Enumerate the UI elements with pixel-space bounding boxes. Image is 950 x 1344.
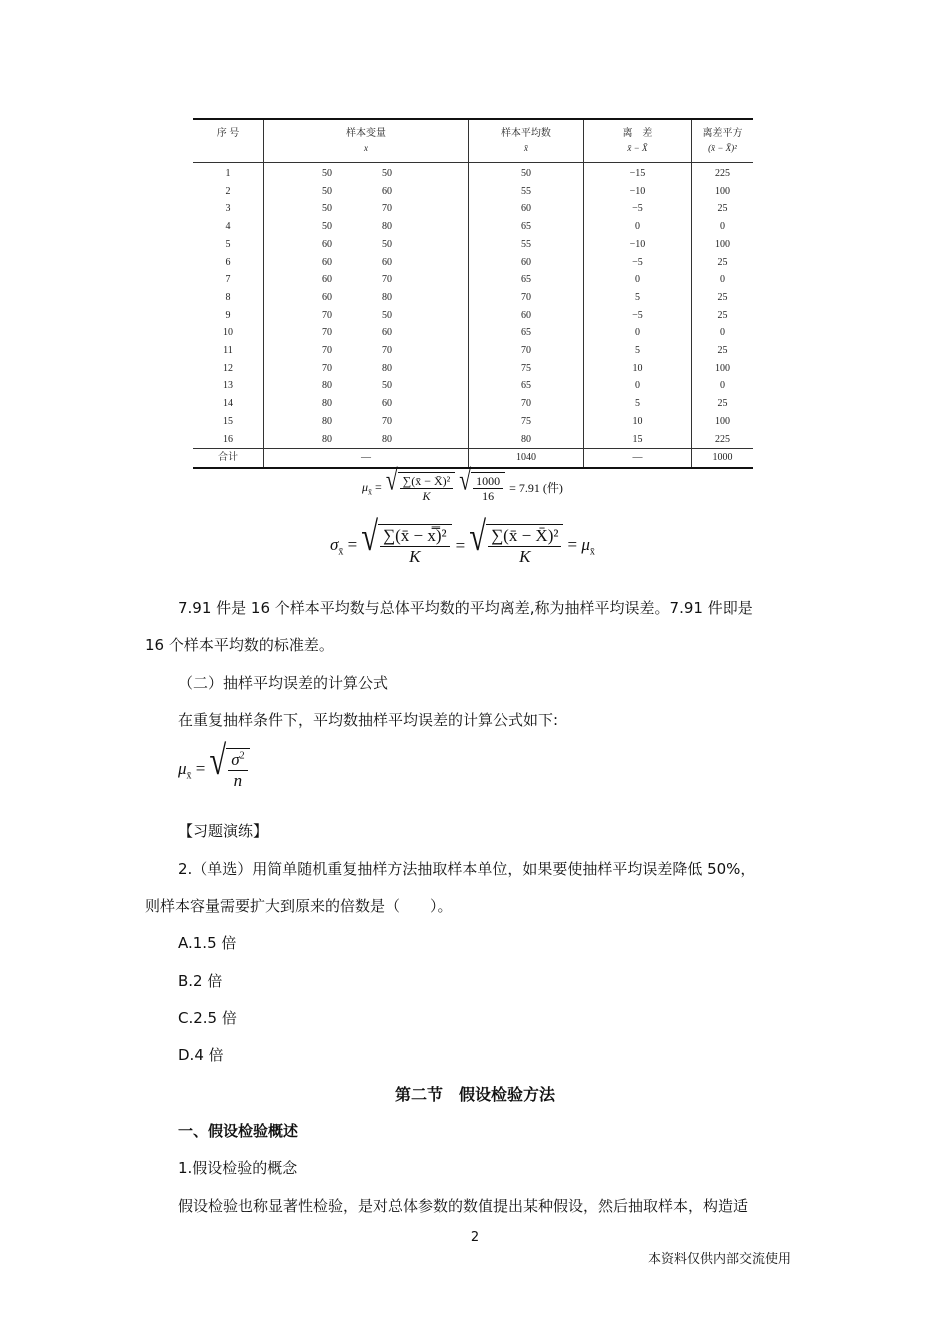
question-line: 则样本容量需要扩大到原来的倍数是（ ）。 xyxy=(145,897,453,915)
row-sample-x2: 80 xyxy=(382,291,392,303)
row-sample-x1: 50 xyxy=(264,200,383,218)
header-squared-deviation: 离差平方 (x̄ − X̄)² xyxy=(691,119,753,163)
row-deviation: 10 xyxy=(583,360,691,378)
header-sample: 样本变量 x xyxy=(264,119,469,163)
practice-label: 【习题演练】 xyxy=(178,822,269,840)
row-deviation: 5 xyxy=(583,289,691,307)
row-squared-deviation: 0 xyxy=(691,218,753,236)
row-index: 15 xyxy=(223,415,233,427)
row-sample-x2: 60 xyxy=(382,398,392,410)
row-squared-deviation: 25 xyxy=(691,395,753,413)
row-deviation: 0 xyxy=(583,271,691,289)
header-deviation: 离 差 x̄ − X̄ xyxy=(583,119,691,163)
row-index: 6 xyxy=(225,256,231,268)
table-row xyxy=(193,218,753,236)
row-sample-x1: 60 xyxy=(264,236,383,254)
table-row xyxy=(193,236,753,254)
row-index: 5 xyxy=(225,238,231,250)
total-sample: — xyxy=(264,449,469,469)
row-sample-x1: 80 xyxy=(264,431,383,449)
row-mean: 60 xyxy=(468,200,583,218)
table-header-row xyxy=(193,119,753,163)
row-squared-deviation: 100 xyxy=(691,183,753,201)
row-sample-x1: 50 xyxy=(264,163,383,183)
row-sample-x1: 70 xyxy=(264,342,383,360)
row-mean: 55 xyxy=(468,236,583,254)
sample-table xyxy=(193,118,753,469)
row-index: 1 xyxy=(225,168,231,179)
row-sample-x1: 60 xyxy=(264,289,383,307)
row-squared-deviation: 25 xyxy=(691,200,753,218)
option-d: D.4 倍 xyxy=(178,1046,224,1064)
row-squared-deviation: 25 xyxy=(691,289,753,307)
option-b: B.2 倍 xyxy=(178,972,223,990)
row-squared-deviation: 0 xyxy=(691,377,753,395)
row-sample-x2: 70 xyxy=(382,203,392,215)
row-sample-x1: 80 xyxy=(264,413,383,431)
row-deviation: 0 xyxy=(583,377,691,395)
row-sample-x2: 50 xyxy=(382,380,392,392)
row-deviation: 0 xyxy=(583,324,691,342)
row-squared-deviation: 0 xyxy=(691,324,753,342)
row-sample-x2: 60 xyxy=(382,327,392,339)
row-squared-deviation: 0 xyxy=(691,271,753,289)
row-index: 7 xyxy=(225,274,231,286)
row-squared-deviation: 25 xyxy=(691,307,753,325)
row-deviation: 10 xyxy=(583,413,691,431)
row-mean: 65 xyxy=(468,324,583,342)
formula-mean-error: $\mu_{x̄}$ = √ $\frac{\text{∑(x̄ − X̄)²}}{K}$ √ $\frac{1000}{16}$ = 7.91 (件) xyxy=(362,463,563,504)
total-deviation: — xyxy=(583,449,691,469)
row-sample-x2: 50 xyxy=(382,238,392,250)
row-deviation: 0 xyxy=(583,218,691,236)
row-squared-deviation: 100 xyxy=(691,413,753,431)
row-mean: 55 xyxy=(468,183,583,201)
row-index: 11 xyxy=(223,345,233,357)
row-deviation: 5 xyxy=(583,395,691,413)
table-row xyxy=(193,395,753,413)
row-sample-x1: 60 xyxy=(264,271,383,289)
table-row xyxy=(193,183,753,201)
row-sample-x1: 50 xyxy=(264,218,383,236)
row-index: 9 xyxy=(225,309,231,321)
table-body xyxy=(193,163,753,449)
row-deviation: 5 xyxy=(583,342,691,360)
row-deviation: −5 xyxy=(583,307,691,325)
row-sample-x2: 70 xyxy=(382,274,392,286)
page-number: 2 xyxy=(470,1230,480,1245)
header-index: 序 号 xyxy=(193,119,264,163)
subheading: （二）抽样平均误差的计算公式 xyxy=(178,674,389,692)
row-sample-x1: 80 xyxy=(264,377,383,395)
row-index: 16 xyxy=(223,433,233,445)
row-mean: 80 xyxy=(468,431,583,449)
row-sample-x1: 70 xyxy=(264,360,383,378)
row-squared-deviation: 100 xyxy=(691,360,753,378)
row-sample-x1: 80 xyxy=(264,395,383,413)
table-row xyxy=(193,163,753,183)
subsection-heading: 一、假设检验概述 xyxy=(178,1122,299,1140)
row-sample-x2: 80 xyxy=(382,221,392,233)
row-deviation: −10 xyxy=(583,183,691,201)
row-sample-x2: 80 xyxy=(382,362,392,374)
option-c: C.2.5 倍 xyxy=(178,1009,237,1027)
row-index: 10 xyxy=(223,327,233,339)
row-sample-x2: 80 xyxy=(382,433,392,445)
option-a: A.1.5 倍 xyxy=(178,934,237,952)
section-heading: 第二节 假设检验方法 xyxy=(394,1085,555,1104)
row-sample-x1: 50 xyxy=(264,183,383,201)
table-total-row xyxy=(193,449,753,469)
row-mean: 70 xyxy=(468,342,583,360)
table-row xyxy=(193,413,753,431)
row-squared-deviation: 25 xyxy=(691,254,753,272)
paragraph-line: 假设检验也称显著性检验，是对总体参数的数值提出某种假设，然后抽取样本，构造适 xyxy=(178,1197,749,1215)
table-row xyxy=(193,431,753,449)
row-sample-x2: 70 xyxy=(382,345,392,357)
row-deviation: −5 xyxy=(583,254,691,272)
row-sample-x2: 70 xyxy=(382,415,392,427)
formula1-denominator: K xyxy=(422,489,431,504)
row-index: 4 xyxy=(225,221,231,233)
row-squared-deviation: 100 xyxy=(691,236,753,254)
total-squared-deviation: 1000 xyxy=(691,449,753,469)
row-mean: 65 xyxy=(468,271,583,289)
row-squared-deviation: 25 xyxy=(691,342,753,360)
row-mean: 70 xyxy=(468,289,583,307)
row-mean: 60 xyxy=(468,254,583,272)
row-mean: 65 xyxy=(468,377,583,395)
table-row xyxy=(193,271,753,289)
question-line: 2.（单选）用简单随机重复抽样方法抽取样本单位，如果要使抽样平均误差降低 50%， xyxy=(178,860,756,878)
row-squared-deviation: 225 xyxy=(691,163,753,183)
row-mean: 75 xyxy=(468,360,583,378)
formula1-result: = 7.91 (件) xyxy=(509,481,563,496)
total-mean: 1040 xyxy=(468,449,583,469)
row-squared-deviation: 225 xyxy=(691,431,753,449)
row-index: 13 xyxy=(223,380,233,392)
row-sample-x2: 50 xyxy=(382,168,392,179)
header-mean: 样本平均数 x̄ xyxy=(468,119,583,163)
footer-note: 本资料仅供内部交流使用 xyxy=(648,1252,792,1267)
paragraph-line: 16 个样本平均数的标准差。 xyxy=(145,636,334,654)
total-label: 合计 xyxy=(193,449,264,469)
table-row xyxy=(193,254,753,272)
row-mean: 70 xyxy=(468,395,583,413)
row-index: 12 xyxy=(223,362,233,374)
paragraph-line: 在重复抽样条件下，平均数抽样平均误差的计算公式如下: xyxy=(178,711,559,729)
table-row xyxy=(193,360,753,378)
row-mean: 65 xyxy=(468,218,583,236)
table-row xyxy=(193,342,753,360)
row-deviation: −10 xyxy=(583,236,691,254)
row-deviation: −15 xyxy=(583,163,691,183)
formula1-numerator: ∑(x̄ − X̄)² xyxy=(400,474,454,489)
row-sample-x1: 70 xyxy=(264,307,383,325)
row-sample-x2: 60 xyxy=(382,185,392,197)
paragraph-line: 7.91 件是 16 个样本平均数与总体平均数的平均离差,称为抽样平均误差。7.91 件即是 xyxy=(178,599,753,617)
row-index: 2 xyxy=(225,185,231,197)
row-mean: 60 xyxy=(468,307,583,325)
item-heading: 1.假设检验的概念 xyxy=(178,1159,298,1177)
row-index: 8 xyxy=(225,291,231,303)
table-row xyxy=(193,307,753,325)
table-row xyxy=(193,289,753,307)
row-deviation: 15 xyxy=(583,431,691,449)
row-mean: 50 xyxy=(468,163,583,183)
formula-standard-deviation: $\sigma_{x̄}$ = √ $\frac{\text{∑(x̄ − x̿)²}}{K}$ = √ $\frac{\text{∑(x̄ − X̄)²}}{K}$ = $\mu_{x̄}$ xyxy=(330,513,595,567)
table-row xyxy=(193,377,753,395)
row-sample-x2: 50 xyxy=(382,309,392,321)
row-sample-x1: 70 xyxy=(264,324,383,342)
formula-repeated-sampling: $\mu_{x̄}$ = √ $\frac{\sigma^2}{n}$ xyxy=(178,748,250,792)
row-index: 3 xyxy=(225,203,231,215)
row-sample-x2: 60 xyxy=(382,256,392,268)
table-row xyxy=(193,200,753,218)
table-row xyxy=(193,324,753,342)
row-mean: 75 xyxy=(468,413,583,431)
row-index: 14 xyxy=(223,398,233,410)
row-deviation: −5 xyxy=(583,200,691,218)
row-sample-x1: 60 xyxy=(264,254,383,272)
